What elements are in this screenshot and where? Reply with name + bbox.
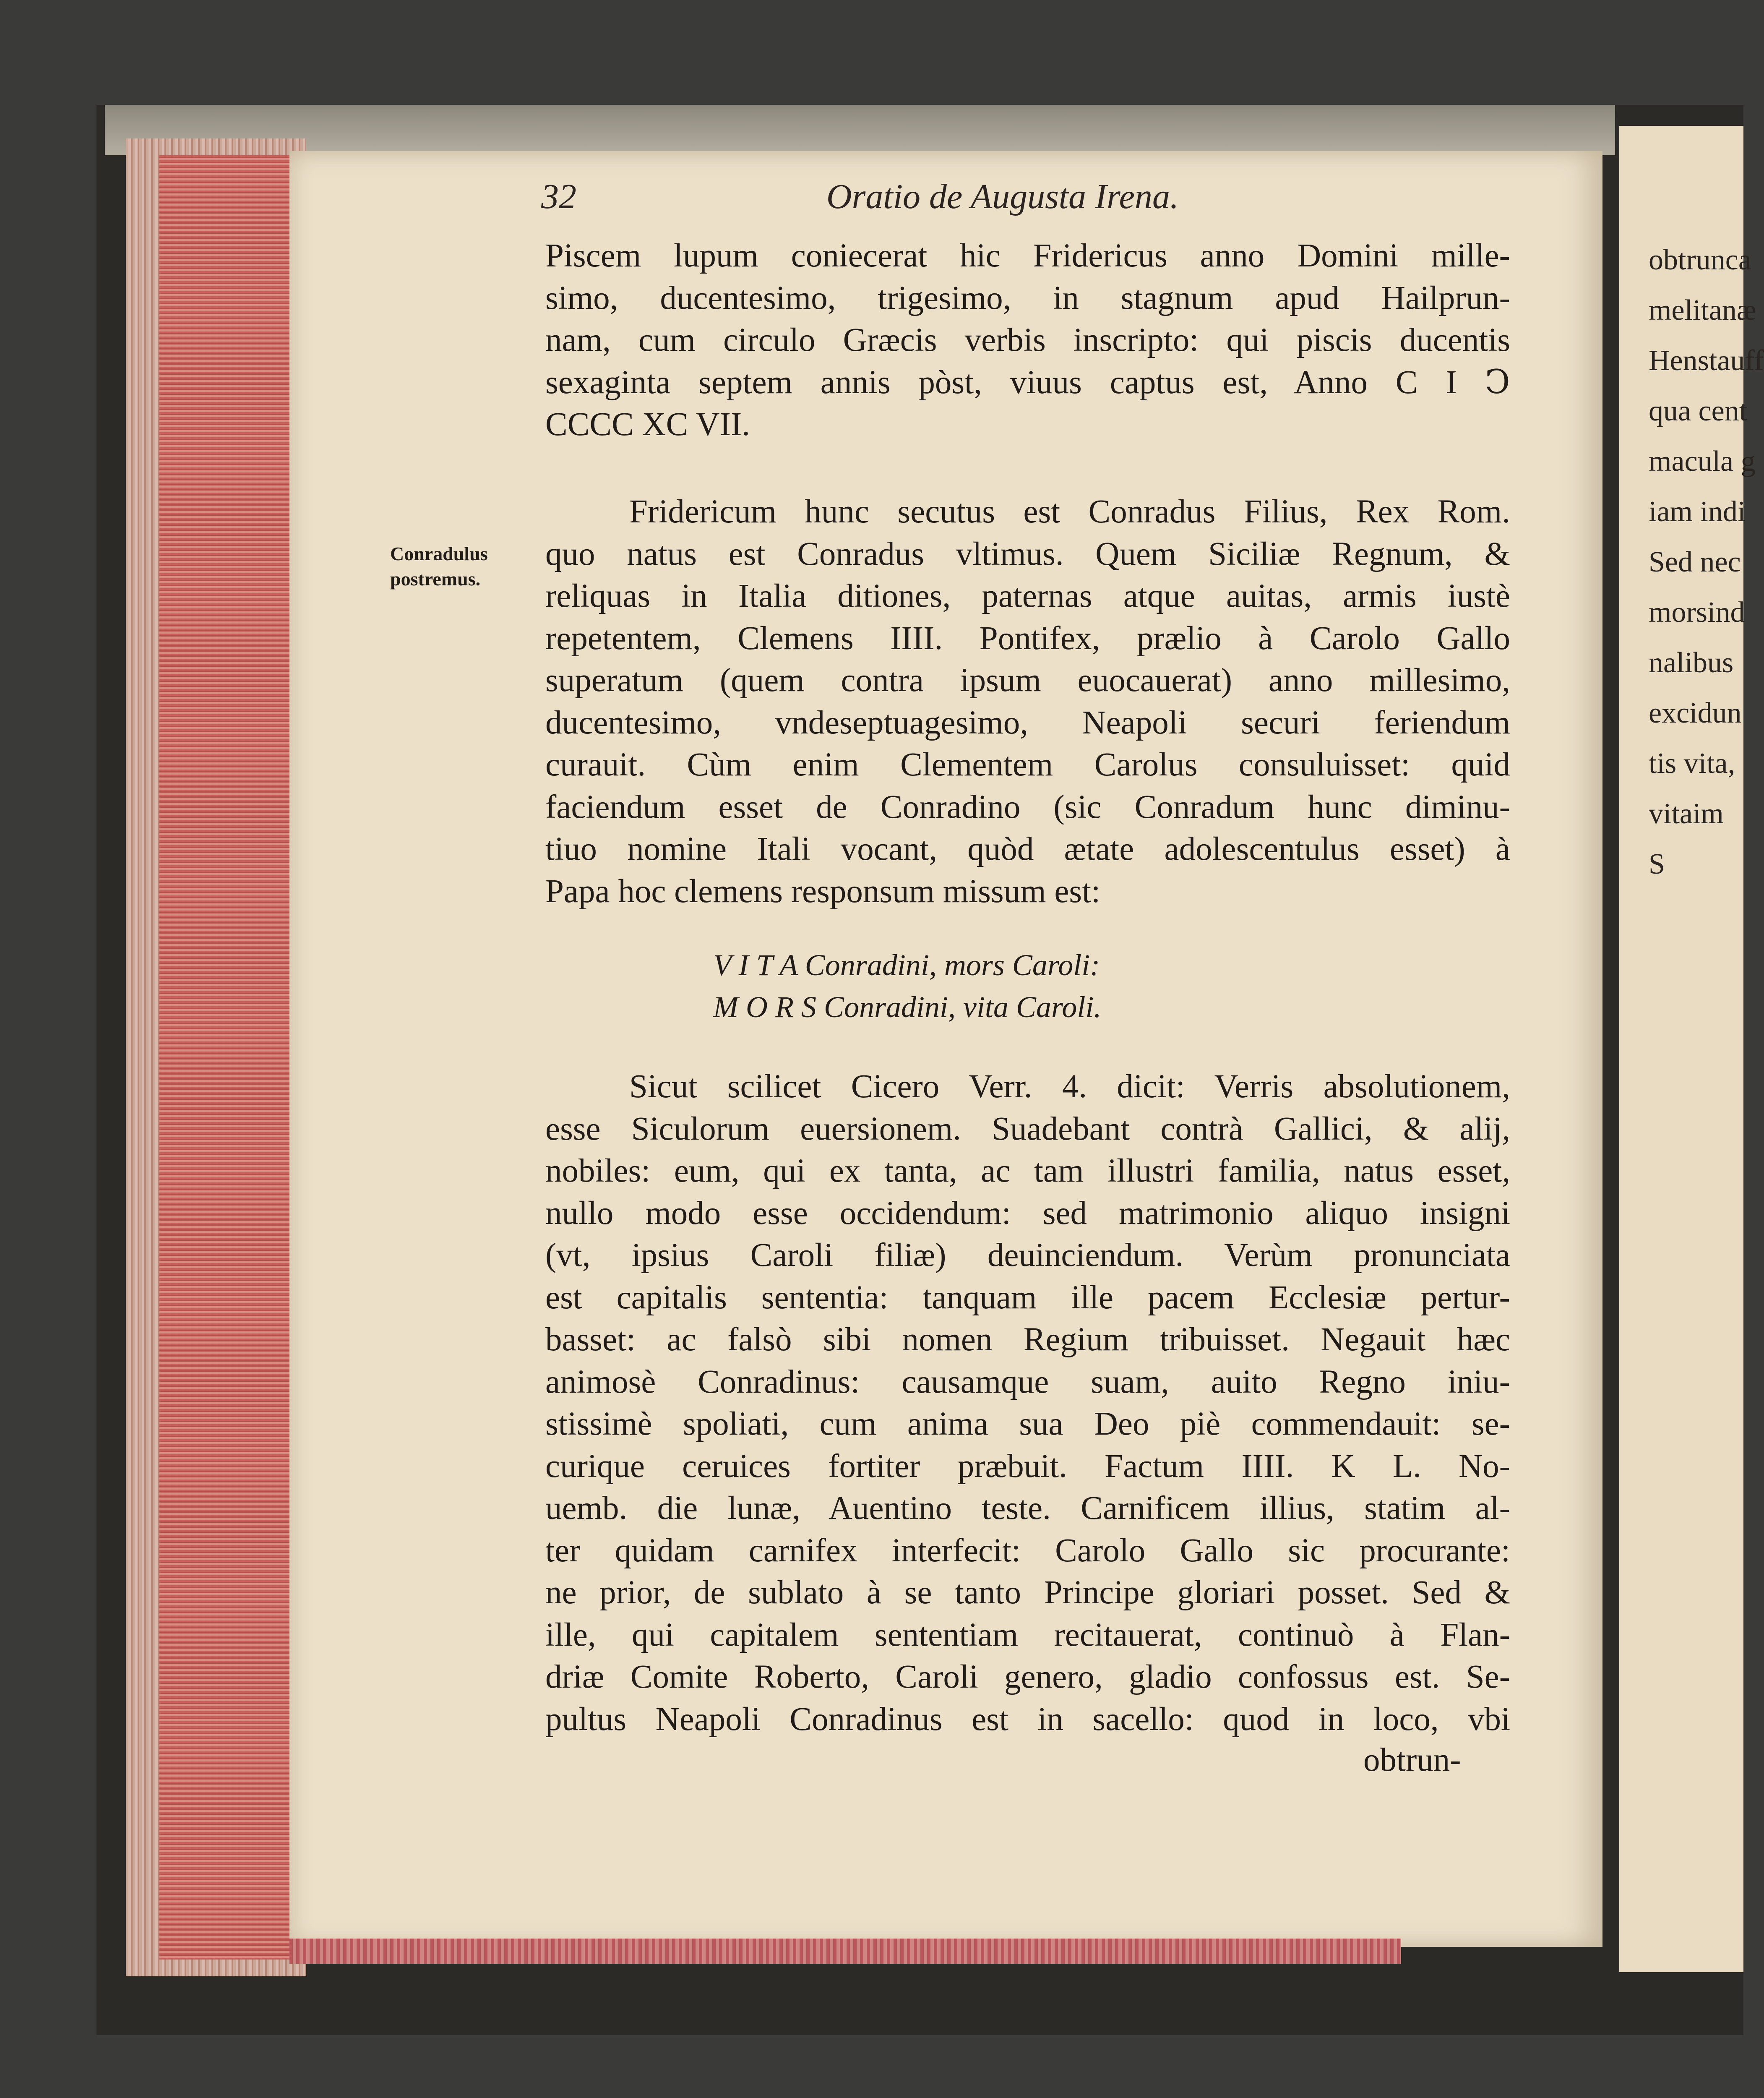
text-line: nam, cum circulo Græcis verbis inscripto: qui piscis ducentis <box>545 322 1510 358</box>
text-line: nullo modo esse occidendum: sed matrimonio aliquo insigni <box>545 1195 1510 1232</box>
text-line: pultus Neapoli Conradinus est in sacello: quod in loco, vbi <box>545 1701 1510 1738</box>
margin-note <box>390 541 541 592</box>
top-binding <box>105 105 1615 155</box>
text-line: curique ceruices fortiter præbuit. Factum IIII. K L. No- <box>545 1448 1510 1485</box>
page-header <box>541 176 1238 231</box>
text-line: stissimè spoliati, cum anima sua Deo piè commendauit: se- <box>545 1406 1510 1442</box>
facing-line: melitanæ <box>1649 294 1756 326</box>
text-line: uemb. die lunæ, Auentino teste. Carnificem illius, statim al- <box>545 1490 1510 1527</box>
paragraph-3 <box>545 1066 1510 1741</box>
paragraph-2 <box>545 491 1510 913</box>
text-line: Papa hoc clemens responsum missum est: <box>545 873 1101 910</box>
text-line: ter quidam carnifex interfecit: Carolo Gallo sic procurante: <box>545 1532 1510 1569</box>
text-line: repetentem, Clemens IIII. Pontifex, prælio à Carolo Gallo <box>545 620 1510 657</box>
text-line: sexaginta septem annis pòst, viuus captus est, Anno C I Ↄ <box>545 364 1510 401</box>
margin-note-line: Conradulus <box>390 543 488 564</box>
facing-line: iam indi <box>1649 496 1746 528</box>
text-line: est capitalis sententia: tanquam ille pacem Ecclesiæ pertur- <box>545 1279 1510 1316</box>
text-line: quo natus est Conradus vltimus. Quem Siciliæ Regnum, & <box>545 535 1510 572</box>
red-page-edge <box>159 155 298 1960</box>
text-line: nobiles: eum, qui ex tanta, ac tam illustri familia, natus esset, <box>545 1153 1510 1189</box>
facing-line: Sed nec <box>1649 546 1741 578</box>
facing-line: macula g <box>1649 445 1756 478</box>
text-line: driæ Comite Roberto, Caroli genero, gladio confossus est. Se- <box>545 1659 1510 1695</box>
text-line: simo, ducentesimo, trigesimo, in stagnum apud Hailprun- <box>545 279 1510 316</box>
text-line: esse Siculorum euersionem. Suadebant contrà Gallici, & alij, <box>545 1110 1510 1147</box>
text-line: Piscem lupum coniecerat hic Fridericus anno Domini mille- <box>545 237 1510 274</box>
verse-line: M O R S Conradini, vita Caroli. <box>713 990 1102 1024</box>
facing-page-text <box>1649 235 1764 890</box>
text-line: ne prior, de sublato à se tanto Principe gloriari posset. Sed & <box>545 1574 1510 1611</box>
bottom-page-edge <box>289 1939 1401 1964</box>
facing-line: obtrunca <box>1649 244 1751 276</box>
catchword: obtrun- <box>1363 1742 1461 1778</box>
text-line: superatum (quem contra ipsum euocauerat) anno millesimo, <box>545 662 1510 699</box>
text-line: (vt, ipsius Caroli filiæ) deuinciendum. Verùm pronunciata <box>545 1237 1510 1273</box>
text-line: curauit. Cùm enim Clementem Carolus consuluisset: quid <box>545 746 1510 783</box>
verse-quote <box>713 944 1217 1028</box>
margin-note-line: postremus. <box>390 568 481 590</box>
text-line: animosè Conradinus: causamque suam, auito Regno iniu- <box>545 1363 1510 1400</box>
text-line: basset: ac falsò sibi nomen Regium tribuisset. Negauit hæc <box>545 1321 1510 1358</box>
facing-line: vitaim <box>1649 798 1724 830</box>
facing-line: nalibus <box>1649 647 1734 679</box>
facing-line: qua cent <box>1649 395 1748 427</box>
text-line: Fridericum hunc secutus est Conradus Filius, Rex Rom. <box>629 493 1510 530</box>
running-title: Oratio de Augusta Irena. <box>826 177 1179 216</box>
verse-line: V I T A Conradini, mors Caroli: <box>713 948 1100 982</box>
text-line: CCCC XC VII. <box>545 406 750 443</box>
page-number: 32 <box>541 177 576 216</box>
text-line: tiuo nomine Itali vocant, quòd ætate adolescentulus esset) à <box>545 831 1510 867</box>
facing-line: tis vita, <box>1649 747 1735 780</box>
facing-line: Henstauff <box>1649 344 1764 377</box>
facing-line: S <box>1649 848 1665 880</box>
facing-line: morsind <box>1649 596 1745 629</box>
facing-line: excidun <box>1649 697 1742 729</box>
text-line: ducentesimo, vndeseptuagesimo, Neapoli securi feriendum <box>545 704 1510 741</box>
text-line: faciendum esset de Conradino (sic Conradum hunc diminu- <box>545 788 1510 825</box>
text-line: reliquas in Italia ditiones, paternas atque auitas, armis iustè <box>545 578 1510 614</box>
text-line: Sicut scilicet Cicero Verr. 4. dicit: Verris absolutionem, <box>629 1068 1510 1105</box>
paragraph-1 <box>545 235 1510 446</box>
text-line: ille, qui capitalem sententiam recitauerat, continuò à Flan- <box>545 1616 1510 1653</box>
